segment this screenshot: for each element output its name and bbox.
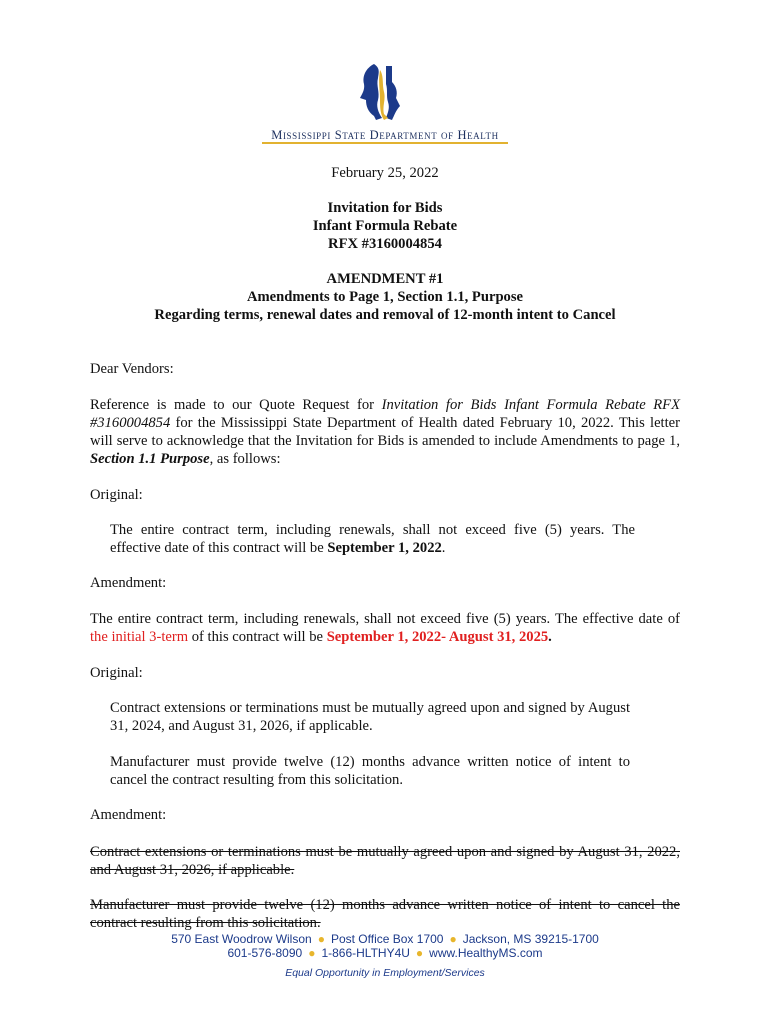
original-1-date: September 1, 2022 — [327, 540, 442, 556]
amendment-1-end: . — [548, 629, 552, 645]
footer-po-box: Post Office Box 1700 — [330, 932, 444, 946]
original-1-end: . — [441, 540, 446, 556]
amendment-1-text — [90, 610, 680, 646]
intro-text-a: Reference is made to our Quote Request for — [90, 397, 382, 413]
amendment-label-2: Amendment: — [90, 807, 167, 823]
amendment-1-initial-term: the initial 3-term — [90, 629, 189, 645]
amendment-subtitle-2: Regarding terms, renewal dates and removal of 12-month intent to Cancel — [154, 307, 616, 323]
amendment-title: AMENDMENT #1 — [326, 271, 444, 287]
amendment-1-text-a: The entire contract term, including renewals, shall not exceed five (5) years. The effective date of — [90, 611, 680, 627]
footer-address-line — [0, 932, 770, 947]
amendment-subtitle-1: Amendments to Page 1, Section 1.1, Purpose — [246, 289, 524, 305]
intro-text-c: , as follows: — [209, 451, 281, 467]
footer-phone: 601-576-8090 — [227, 946, 303, 960]
title-line-2: Infant Formula Rebate — [312, 218, 458, 234]
intro-paragraph — [90, 396, 680, 468]
msdh-logo-icon — [356, 62, 404, 122]
footer-website[interactable]: www.HealthyMS.com — [429, 946, 543, 960]
logo-underline — [262, 142, 508, 144]
amendment-1-dates: September 1, 2022- August 31, 2025 — [326, 629, 549, 645]
intro-rfx-reference: Invitation for Bids Infant Formula Rebate RFX #3160004854 — [90, 397, 680, 431]
letter-date: February 25, 2022 — [331, 165, 439, 181]
footer-equal-opportunity: Equal Opportunity in Employment/Services — [285, 967, 485, 979]
bullet-icon: ● — [308, 946, 316, 960]
amendment-1-text-b: of this contract will be — [188, 629, 327, 645]
original-label-2: Original: — [90, 665, 143, 681]
footer-tollfree: 1-866-HLTHY4U — [321, 946, 410, 960]
title-line-3: RFX #3160004854 — [328, 236, 442, 252]
original-1-text — [110, 521, 635, 557]
salutation: Dear Vendors: — [90, 361, 174, 377]
org-name: Mississippi State Department of Health — [271, 128, 499, 142]
amendment-2-struck-paragraph-2: Manufacturer must provide twelve (12) months advance written notice of intent to cancel the contract resulting from this solicitation. — [90, 897, 680, 931]
footer-street: 570 East Woodrow Wilson — [171, 932, 312, 946]
intro-text-b: for the Mississippi State Department of Health dated February 10, 2022. This letter will serve to acknowledge that the Invitation for Bids is amended to include Amendments to page 1, — [90, 415, 680, 449]
footer-city: Jackson, MS 39215-1700 — [462, 932, 599, 946]
amendment-2-struck-paragraph-1: Contract extensions or terminations must be mutually agreed upon and signed by August 31, 2022, and August 31, 2026, if applicable. — [90, 844, 680, 878]
amendment-label-1: Amendment: — [90, 575, 167, 591]
msdh-logo — [260, 62, 510, 148]
bullet-icon: ● — [415, 946, 424, 960]
original-2-paragraph-2: Manufacturer must provide twelve (12) months advance written notice of intent to cancel the contract resulting from this solicitation. — [110, 754, 630, 788]
bullet-icon: ● — [449, 932, 457, 946]
intro-section-reference: Section 1.1 Purpose — [90, 451, 210, 467]
bullet-icon: ● — [317, 932, 325, 946]
original-label-1: Original: — [90, 487, 143, 503]
original-2-paragraph-1: Contract extensions or terminations must be mutually agreed upon and signed by August 31, 2024, and August 31, 2026, if applicable. — [110, 700, 630, 734]
footer-contact-line — [0, 946, 770, 961]
original-1-text-a: The entire contract term, including renewals, shall not exceed five (5) years. The effective date of this contract will be — [110, 522, 635, 556]
title-line-1: Invitation for Bids — [327, 200, 443, 216]
